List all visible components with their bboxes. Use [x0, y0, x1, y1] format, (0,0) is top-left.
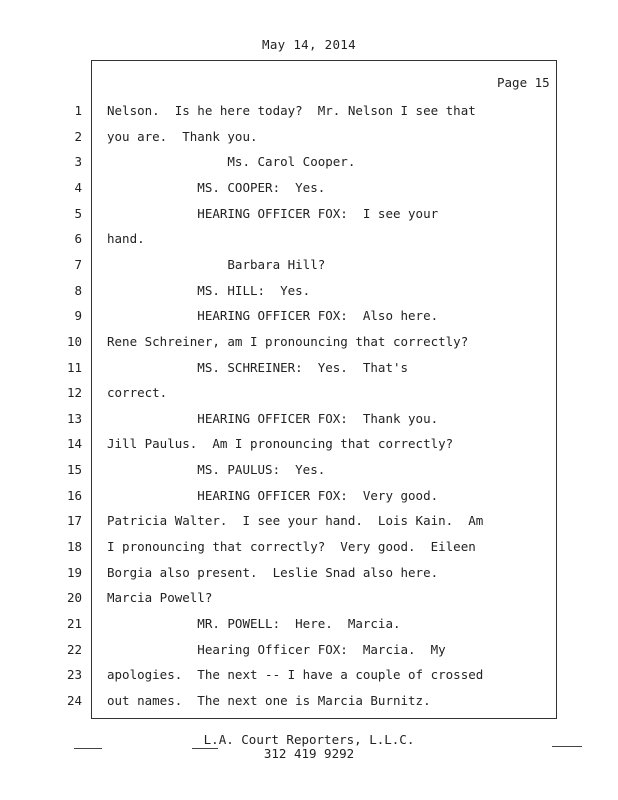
- line-number: 23: [66, 667, 82, 683]
- footer-rule-mid: [192, 748, 218, 749]
- line-text: Nelson. Is he here today? Mr. Nelson I see that: [107, 103, 476, 118]
- transcript-line: [0, 206, 618, 224]
- transcript-line: [0, 385, 618, 403]
- line-number: 19: [66, 564, 82, 580]
- line-number: 16: [66, 487, 82, 503]
- footer-phone: 312 419 9292: [263, 746, 355, 761]
- line-text: Barbara Hill?: [107, 256, 326, 272]
- transcript-line: [0, 129, 618, 147]
- transcript-line: [0, 103, 618, 121]
- line-number: 4: [74, 179, 82, 195]
- line-number: 20: [66, 590, 82, 606]
- footer-company: L.A. Court Reporters, L.L.C.: [203, 732, 415, 747]
- transcript-line: [0, 642, 618, 660]
- transcript-line: [0, 667, 618, 685]
- transcript-line: [0, 565, 618, 583]
- line-number: 21: [66, 616, 82, 631]
- transcript-line: [0, 180, 618, 198]
- transcript-line: [0, 436, 618, 454]
- footer: [0, 733, 618, 761]
- line-text: HEARING OFFICER FOX: Thank you.: [107, 410, 439, 426]
- line-text: Marcia Powell?: [107, 590, 213, 606]
- line-text: hand.: [107, 231, 145, 247]
- line-number: 10: [66, 333, 82, 349]
- line-text: Borgia also present. Leslie Snad also here.: [107, 564, 439, 580]
- line-text: Patricia Walter. I see your hand. Lois Kain. Am: [107, 513, 484, 529]
- line-text: MR. POWELL: Here. Marcia.: [107, 616, 401, 631]
- line-text: Rene Schreiner, am I pronouncing that correctly?: [107, 333, 469, 349]
- transcript-line: [0, 360, 618, 378]
- transcript-line: [0, 488, 618, 506]
- line-text: MS. HILL: Yes.: [107, 282, 311, 298]
- line-text: I pronouncing that correctly? Very good. Eileen: [107, 539, 476, 555]
- line-text: Hearing Officer FOX: Marcia. My: [107, 641, 446, 657]
- line-text: HEARING OFFICER FOX: Very good.: [107, 487, 439, 503]
- line-number: 9: [74, 308, 82, 324]
- transcript-line: [0, 257, 618, 275]
- transcript-line: [0, 462, 618, 480]
- line-number: 11: [66, 359, 82, 375]
- transcript-line: [0, 539, 618, 557]
- transcript-date: May 14, 2014: [262, 37, 356, 52]
- line-number: 7: [74, 256, 82, 272]
- line-number: 24: [66, 692, 82, 708]
- transcript-line: [0, 513, 618, 531]
- transcript-line: [0, 231, 618, 249]
- line-text: apologies. The next -- I have a couple of crossed: [107, 667, 484, 683]
- footer-rule-left: [74, 748, 102, 749]
- line-number: 6: [74, 231, 82, 247]
- transcript-line: [0, 590, 618, 608]
- line-text: out names. The next one is Marcia Burnitz.: [107, 692, 431, 708]
- line-number: 17: [66, 513, 82, 529]
- transcript-line: [0, 616, 618, 634]
- line-text: HEARING OFFICER FOX: Also here.: [107, 308, 439, 324]
- line-number: 5: [74, 205, 82, 221]
- line-number: 3: [74, 154, 82, 170]
- line-text: MS. SCHREINER: Yes. That's: [107, 359, 409, 375]
- page-number: Page 15: [497, 75, 550, 90]
- transcript-line: [0, 334, 618, 352]
- line-number: 8: [74, 282, 82, 298]
- line-number: 22: [66, 641, 82, 657]
- transcript-line: [0, 154, 618, 172]
- line-number: 14: [66, 436, 82, 452]
- transcript-line: [0, 411, 618, 429]
- line-number: 1: [74, 103, 82, 118]
- line-text: MS. COOPER: Yes.: [107, 179, 326, 195]
- line-number: 18: [66, 539, 82, 555]
- line-number: 12: [66, 385, 82, 401]
- transcript-line: [0, 283, 618, 301]
- line-number: 13: [66, 410, 82, 426]
- transcript-line: [0, 693, 618, 711]
- line-number: 2: [74, 128, 82, 144]
- footer-rule-right: [552, 746, 582, 747]
- line-text: MS. PAULUS: Yes.: [107, 462, 326, 478]
- line-text: you are. Thank you.: [107, 128, 258, 144]
- line-text: HEARING OFFICER FOX: I see your: [107, 205, 439, 221]
- line-text: correct.: [107, 385, 168, 401]
- line-text: Ms. Carol Cooper.: [107, 154, 356, 170]
- line-number: 15: [66, 462, 82, 478]
- line-text: Jill Paulus. Am I pronouncing that correctly?: [107, 436, 454, 452]
- transcript-line: [0, 308, 618, 326]
